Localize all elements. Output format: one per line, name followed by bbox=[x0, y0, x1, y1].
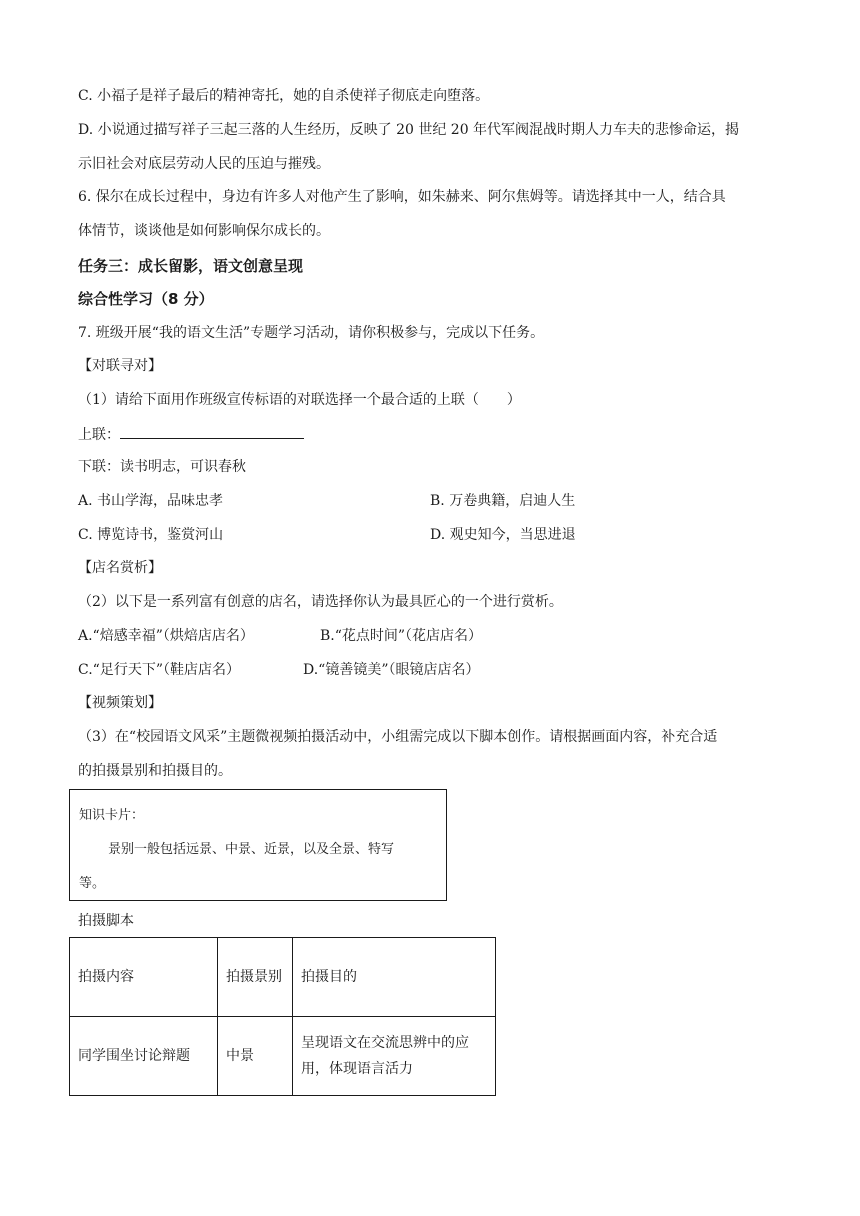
couplet-option-a[interactable]: A. 书山学海，品味忠孝 bbox=[78, 493, 224, 509]
video-question-line2: 的拍摄景别和拍摄目的。 bbox=[78, 763, 232, 779]
video-plan-header: 【视频策划】 bbox=[78, 695, 162, 711]
task-3-title: 任务三：成长留影，语文创意呈现 bbox=[78, 257, 304, 275]
shop-option-d[interactable]: D.“镜善镜美”（眼镜店店名） bbox=[303, 662, 480, 678]
couplet-option-b[interactable]: B. 万卷典籍，启迪人生 bbox=[430, 493, 576, 509]
question-7-intro: 7. 班级开展“我的语文生活”专题学习活动，请你积极参与，完成以下任务。 bbox=[78, 325, 545, 341]
cell-content: 同学围坐讨论辩题 bbox=[70, 1017, 218, 1096]
knowledge-card-title: 知识卡片： bbox=[79, 808, 145, 823]
lower-couplet: 下联：读书明志，可识春秋 bbox=[78, 459, 246, 475]
shop-name-question: （2）以下是一系列富有创意的店名，请选择你认为最具匠心的一个进行赏析。 bbox=[78, 594, 563, 610]
cell-shot-size[interactable]: 中景 bbox=[218, 1017, 293, 1096]
header-purpose: 拍摄目的 bbox=[293, 938, 496, 1017]
table-row bbox=[70, 1017, 496, 1096]
shop-option-a[interactable]: A.“焙感幸福”（烘焙店店名） bbox=[78, 628, 254, 644]
shop-name-header: 【店名赏析】 bbox=[78, 560, 162, 576]
shop-option-c[interactable]: C.“足行天下”（鞋店店名） bbox=[78, 662, 240, 678]
table-header-row bbox=[70, 938, 496, 1017]
couplet-header: 【对联寻对】 bbox=[78, 358, 162, 374]
upper-couplet-blank[interactable] bbox=[120, 424, 304, 439]
shop-option-b[interactable]: B.“花点时间”（花店店名） bbox=[320, 628, 483, 644]
question-5-option-d-line2: 示旧社会对底层劳动人民的压迫与摧残。 bbox=[78, 156, 330, 172]
shooting-script-table bbox=[69, 937, 496, 1096]
question-5-option-c: C. 小福子是祥子最后的精神寄托，她的自杀使祥子彻底走向堕落。 bbox=[78, 88, 490, 104]
couplet-option-d[interactable]: D. 观史知今，当思进退 bbox=[430, 527, 576, 543]
couplet-option-c[interactable]: C. 博览诗书，鉴赏河山 bbox=[78, 527, 224, 543]
cell-purpose[interactable]: 呈现语文在交流思辨中的应用，体现语言活力 bbox=[293, 1017, 496, 1096]
question-5-option-d-line1: D. 小说通过描写祥子三起三落的人生经历，反映了 20 世纪 20 年代军阀混战时期人力车夫的悲惨命运，揭 bbox=[78, 122, 740, 138]
knowledge-card-line1: 景别一般包括远景、中景、近景，以及全景、特写 bbox=[108, 842, 395, 857]
knowledge-card-line2: 等。 bbox=[79, 876, 106, 891]
question-6-line1: 6. 保尔在成长过程中，身边有许多人对他产生了影响，如朱赫来、阿尔焦姆等。请选择其中一人，结合具 bbox=[78, 189, 726, 205]
knowledge-card bbox=[69, 789, 447, 901]
question-6-line2: 体情节，谈谈他是如何影响保尔成长的。 bbox=[78, 223, 330, 239]
header-shot-size: 拍摄景别 bbox=[218, 938, 293, 1017]
script-title: 拍摄脚本 bbox=[78, 913, 134, 929]
couplet-question: （1）请给下面用作班级宣传标语的对联选择一个最合适的上联（ ） bbox=[78, 392, 521, 408]
section-title: 综合性学习（8 分） bbox=[78, 290, 214, 308]
header-content: 拍摄内容 bbox=[70, 938, 218, 1017]
upper-couplet-label: 上联： bbox=[78, 427, 120, 443]
upper-couplet-line bbox=[78, 424, 304, 445]
video-question-line1: （3）在“校园语文风采”主题微视频拍摄活动中，小组需完成以下脚本创作。请根据画面内容，补充合适 bbox=[78, 729, 718, 745]
